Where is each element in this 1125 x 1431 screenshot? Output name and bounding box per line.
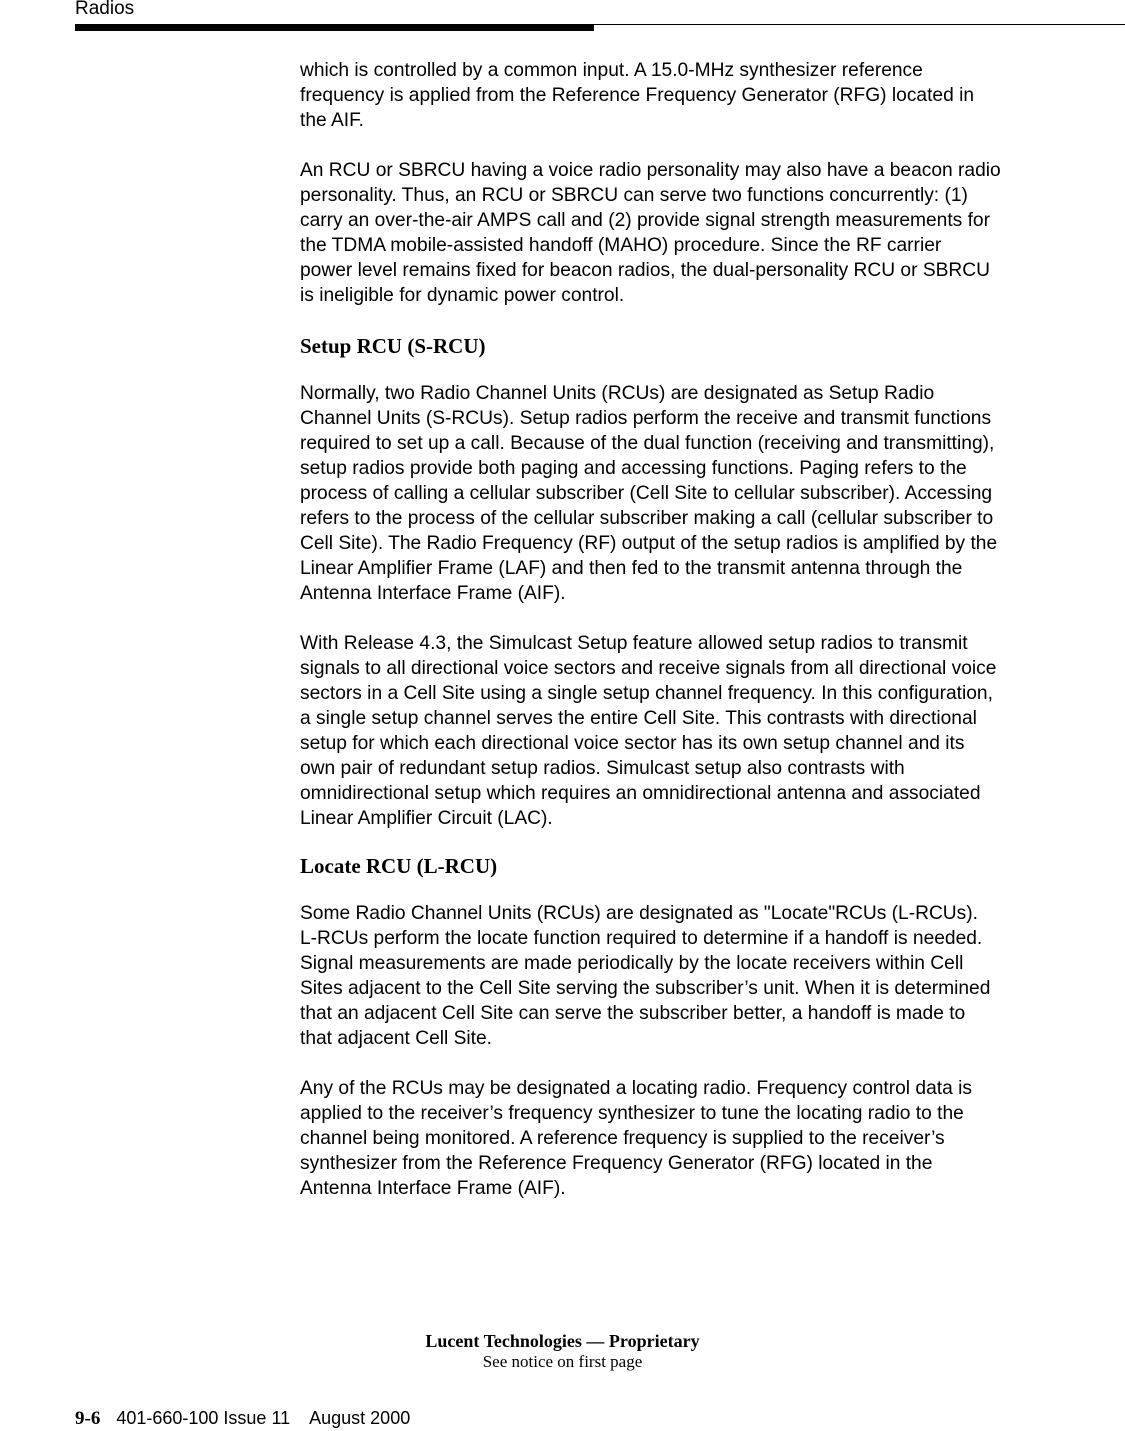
- running-title: Radios: [75, 0, 135, 19]
- page-footer: [0, 1330, 1125, 1372]
- paragraph-locating-radio: Any of the RCUs may be designated a locating radio. Frequency control data is applied to the receiver’s frequency synthesizer to tune the locating radio to the channel being monitored. A reference frequency is supplied to the receiver’s synthesizer from the Reference Frequency Generator (RFG) located in the Antenna Interface Frame (AIF).: [300, 1078, 972, 1199]
- footer-notice: See notice on first page: [482, 1352, 643, 1371]
- paragraph-dual-personality: An RCU or SBRCU having a voice radio personality may also have a beacon radio personality. Thus, an RCU or SBRCU can serve two functions concurrently: (1) carry an over-the-air AMPS call and (2) provide signal strength measurements for the TDMA mobile-assisted handoff (MAHO) procedure. Since the RF carrier power level remains fixed for beacon radios, the dual-personality RCU or SBRCU is ineligible for dynamic power control.: [300, 160, 1001, 306]
- document-id: 401-660-100 Issue 11 August 2000: [116, 1408, 411, 1428]
- section-heading-locate-rcu: Locate RCU (L-RCU): [300, 854, 498, 878]
- paragraph-locate-radios: Some Radio Channel Units (RCUs) are designated as "Locate"RCUs (L-RCUs). L-RCUs perform the locate function required to determine if a handoff is needed. Signal measurements are made periodically by the locate receivers within Cell Sites adjacent to the Cell Site serving the subscriber’s unit. When it is determined that an adjacent Cell Site can serve the subscriber better, a handoff is made to that adjacent Cell Site.: [300, 903, 991, 1049]
- body-content: [300, 58, 1060, 1201]
- paragraph-setup-radios: Normally, two Radio Channel Units (RCUs) are designated as Setup Radio Channel Units (S-RCUs). Setup radios perform the receive and transmit functions required to set up a call. Because of the dual function (receiving and transmitting), setup radios provide both paging and accessing functions. Paging refers to the process of calling a cellular subscriber (Cell Site to cellular subscriber). Accessing refers to the process of the cellular subscriber making a call (cellular subscriber to Cell Site). The Radio Frequency (RF) output of the setup radios is amplified by the Linear Amplifier Frame (LAF) and then fed to the transmit antenna through the Antenna Interface Frame (AIF).: [300, 383, 998, 604]
- page-number: 9-6: [75, 1408, 101, 1429]
- section-heading-setup-rcu: Setup RCU (S-RCU): [300, 334, 486, 358]
- paragraph-simulcast-setup: With Release 4.3, the Simulcast Setup feature allowed setup radios to transmit signals to all directional voice sectors and receive signals from all directional voice sectors in a Cell Site using a single setup channel frequency. In this configuration, a single setup channel serves the entire Cell Site. This contrasts with directional setup for which each directional voice sector has its own setup channel and its own pair of redundant setup radios. Simulcast setup also contrasts with omnidirectional setup which requires an omnidirectional antenna and associated Linear Amplifier Circuit (LAC).: [300, 633, 997, 829]
- footer-company: Lucent Technologies — Proprietary: [425, 1331, 700, 1351]
- page-identifier: [75, 1406, 410, 1431]
- paragraph-continuation: which is controlled by a common input. A 15.0-MHz synthesizer reference frequency is applied from the Reference Frequency Generator (RFG) located in the AIF.: [300, 60, 975, 131]
- header-rule-thick: [75, 24, 594, 31]
